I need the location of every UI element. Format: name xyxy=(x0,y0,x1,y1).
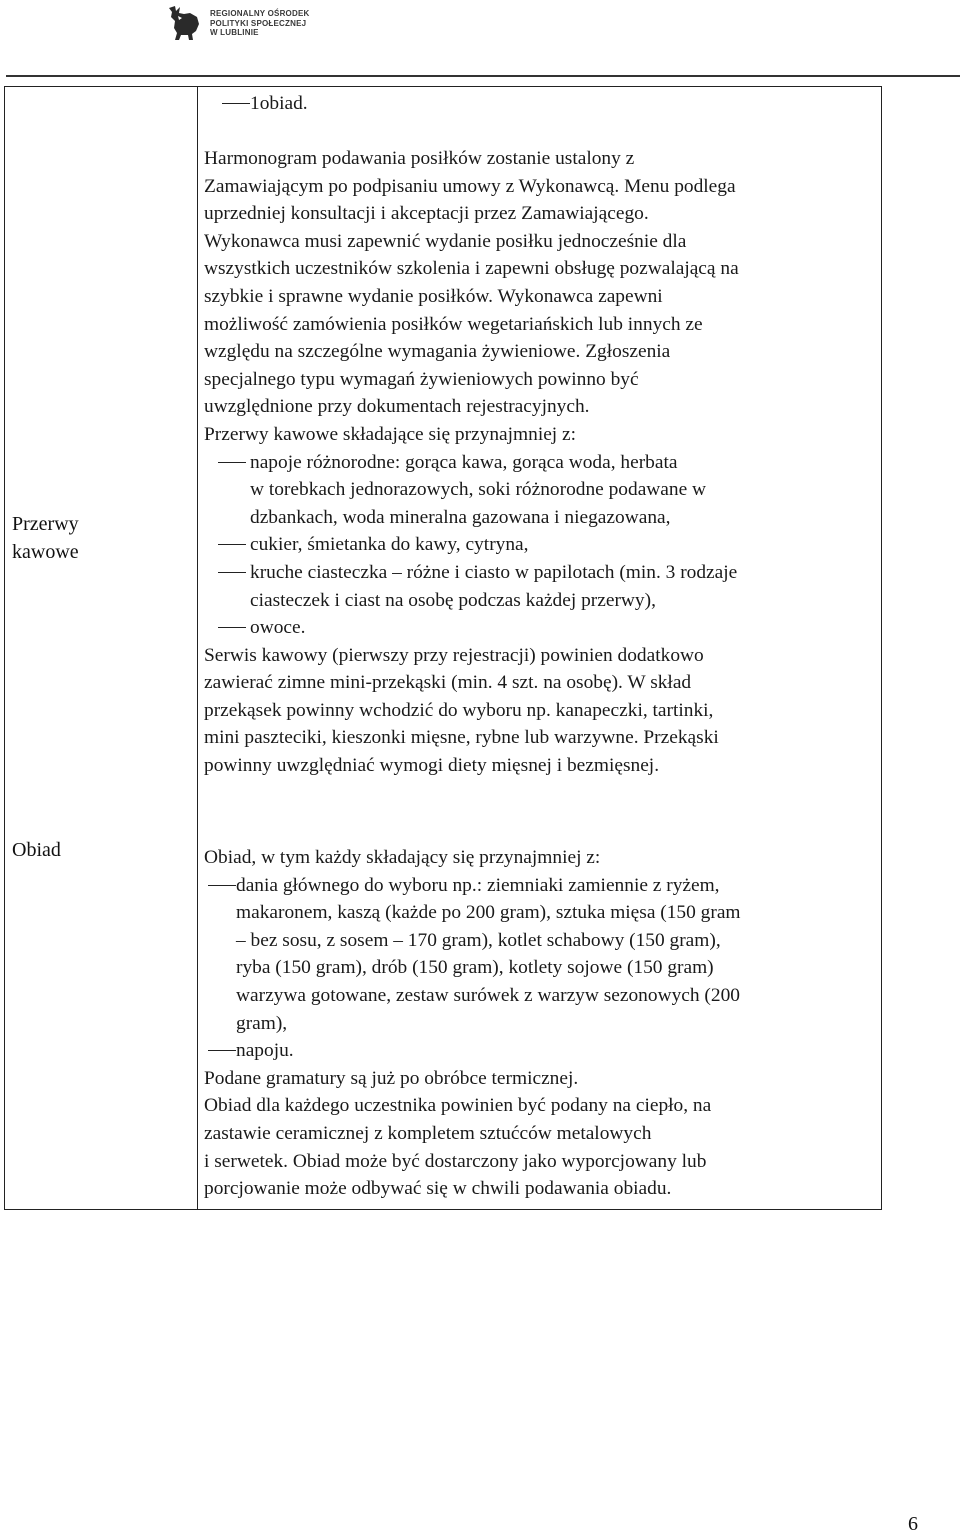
column-divider xyxy=(197,87,198,1209)
text-line: przekąsek powinny wchodzić do wyboru np. kanapeczki, tartinki, xyxy=(204,699,714,721)
dash-bullet xyxy=(222,103,250,104)
text-line: Obiad dla każdego uczestnika powinien być podany na ciepło, na xyxy=(204,1095,712,1117)
row-label-przerwy-kawowe xyxy=(12,510,79,566)
text-line: warzywa gotowane, zestaw surówek z warzyw sezonowych (200 xyxy=(236,984,740,1006)
list-item: dania głównego do wyboru np.: ziemniaki zamiennie z ryżem, xyxy=(204,872,868,900)
dash-bullet xyxy=(218,627,246,628)
text-line: uprzedniej konsultacji i akceptacji przez Zamawiającego. xyxy=(204,203,649,225)
dash-bullet xyxy=(218,572,246,573)
coffee-break-intro: Przerwy kawowe składające się przynajmniej z: xyxy=(204,423,577,445)
text-line: możliwość zamówienia posiłków wegetariańskich lub innych ze xyxy=(204,313,703,335)
list-item: cukier, śmietanka do kawy, cytryna, xyxy=(204,531,868,559)
text-line: mini paszteciki, kieszonki mięsne, rybne lub warzywne. Przekąski xyxy=(204,727,719,749)
text-line: Harmonogram podawania posiłków zostanie ustalony z xyxy=(204,148,635,169)
text-line: gram), xyxy=(236,1012,288,1034)
dash-bullet xyxy=(208,1050,236,1051)
text-line: ryba (150 gram), drób (150 gram), kotlety sojowe (150 gram) xyxy=(236,957,714,979)
meal-schedule-paragraph xyxy=(204,145,868,780)
dash-bullet xyxy=(218,544,246,545)
text-line: uwzględnione przy dokumentach rejestracyjnych. xyxy=(204,396,590,418)
list-item: kruche ciasteczka – różne i ciasto w papilotach (min. 3 rodzaje xyxy=(204,559,868,587)
org-name xyxy=(210,9,309,38)
text-line: Serwis kawowy (pierwszy przy rejestracji) powinien dodatkowo xyxy=(204,644,704,666)
lunch-intro: Obiad, w tym każdy składający się przynajmniej z: xyxy=(204,847,601,868)
row-label-obiad: Obiad xyxy=(12,839,61,861)
text-line: ciasteczek i ciast na osobę podczas każdej przerwy), xyxy=(250,589,656,611)
przerwy-kawowe-content xyxy=(204,90,868,118)
list-item: 1obiad. xyxy=(204,90,868,118)
dash-bullet xyxy=(208,885,236,886)
text-line: szybkie i sprawne wydanie posiłków. Wykonawca zapewni xyxy=(204,285,663,307)
header-logo xyxy=(166,4,316,44)
text-line: i serwetek. Obiad może być dostarczony jako wyporcjowany lub xyxy=(204,1150,707,1172)
text-line: w torebkach jednorazowych, soki różnorodne podawane w xyxy=(250,479,707,501)
page-number: 6 xyxy=(908,1513,918,1535)
list-item: napoje różnorodne: gorąca kawa, gorąca woda, herbata xyxy=(204,449,868,477)
header-divider xyxy=(6,75,960,77)
text-line: dzbankach, woda mineralna gazowana i niegazowana, xyxy=(250,506,671,528)
text-line: W LUBLINIE xyxy=(210,28,259,37)
text-line: zawierać zimne mini-przekąski (min. 4 szt. na osobę). W skład xyxy=(204,672,692,694)
text-line: porcjowanie może odbywać się w chwili podawania obiadu. xyxy=(204,1178,672,1200)
text-line: Przerwy xyxy=(12,513,79,535)
text-line: Wykonawca musi zapewnić wydanie posiłku jednocześnie dla xyxy=(204,230,687,252)
text-line: względu na szczególne wymagania żywieniowe. Zgłoszenia xyxy=(204,341,671,363)
text-line: Zamawiającym po podpisaniu umowy z Wykonawcą. Menu podlega xyxy=(204,175,736,197)
text-line: kawowe xyxy=(12,541,79,563)
dash-bullet xyxy=(218,462,246,463)
text-line: makaronem, kaszą (każde po 200 gram), sztuka mięsa (150 gram xyxy=(236,902,741,924)
obiad-content xyxy=(204,844,868,1203)
text-line: zastawie ceramicznej z kompletem sztućców metalowych xyxy=(204,1122,652,1144)
list-item: owoce. xyxy=(204,614,868,642)
list-item: napoju. xyxy=(204,1037,868,1065)
text-line: POLITYKI SPOŁECZNEJ xyxy=(210,18,307,28)
deer-emblem-icon xyxy=(166,4,202,42)
text-line: specjalnego typu wymagań żywieniowych powinno być xyxy=(204,368,639,390)
text-line: wszystkich uczestników szkolenia i zapewni obsługę pozwalającą na xyxy=(204,258,739,280)
text-line: REGIONALNY OŚRODEK xyxy=(210,9,310,18)
text-line: powinny uwzględniać wymogi diety mięsnej i bezmięsnej. xyxy=(204,755,660,777)
text-line: – bez sosu, z sosem – 170 gram), kotlet schabowy (150 gram), xyxy=(236,929,721,951)
gramature-note: Podane gramatury są już po obróbce termicznej. xyxy=(204,1067,579,1089)
